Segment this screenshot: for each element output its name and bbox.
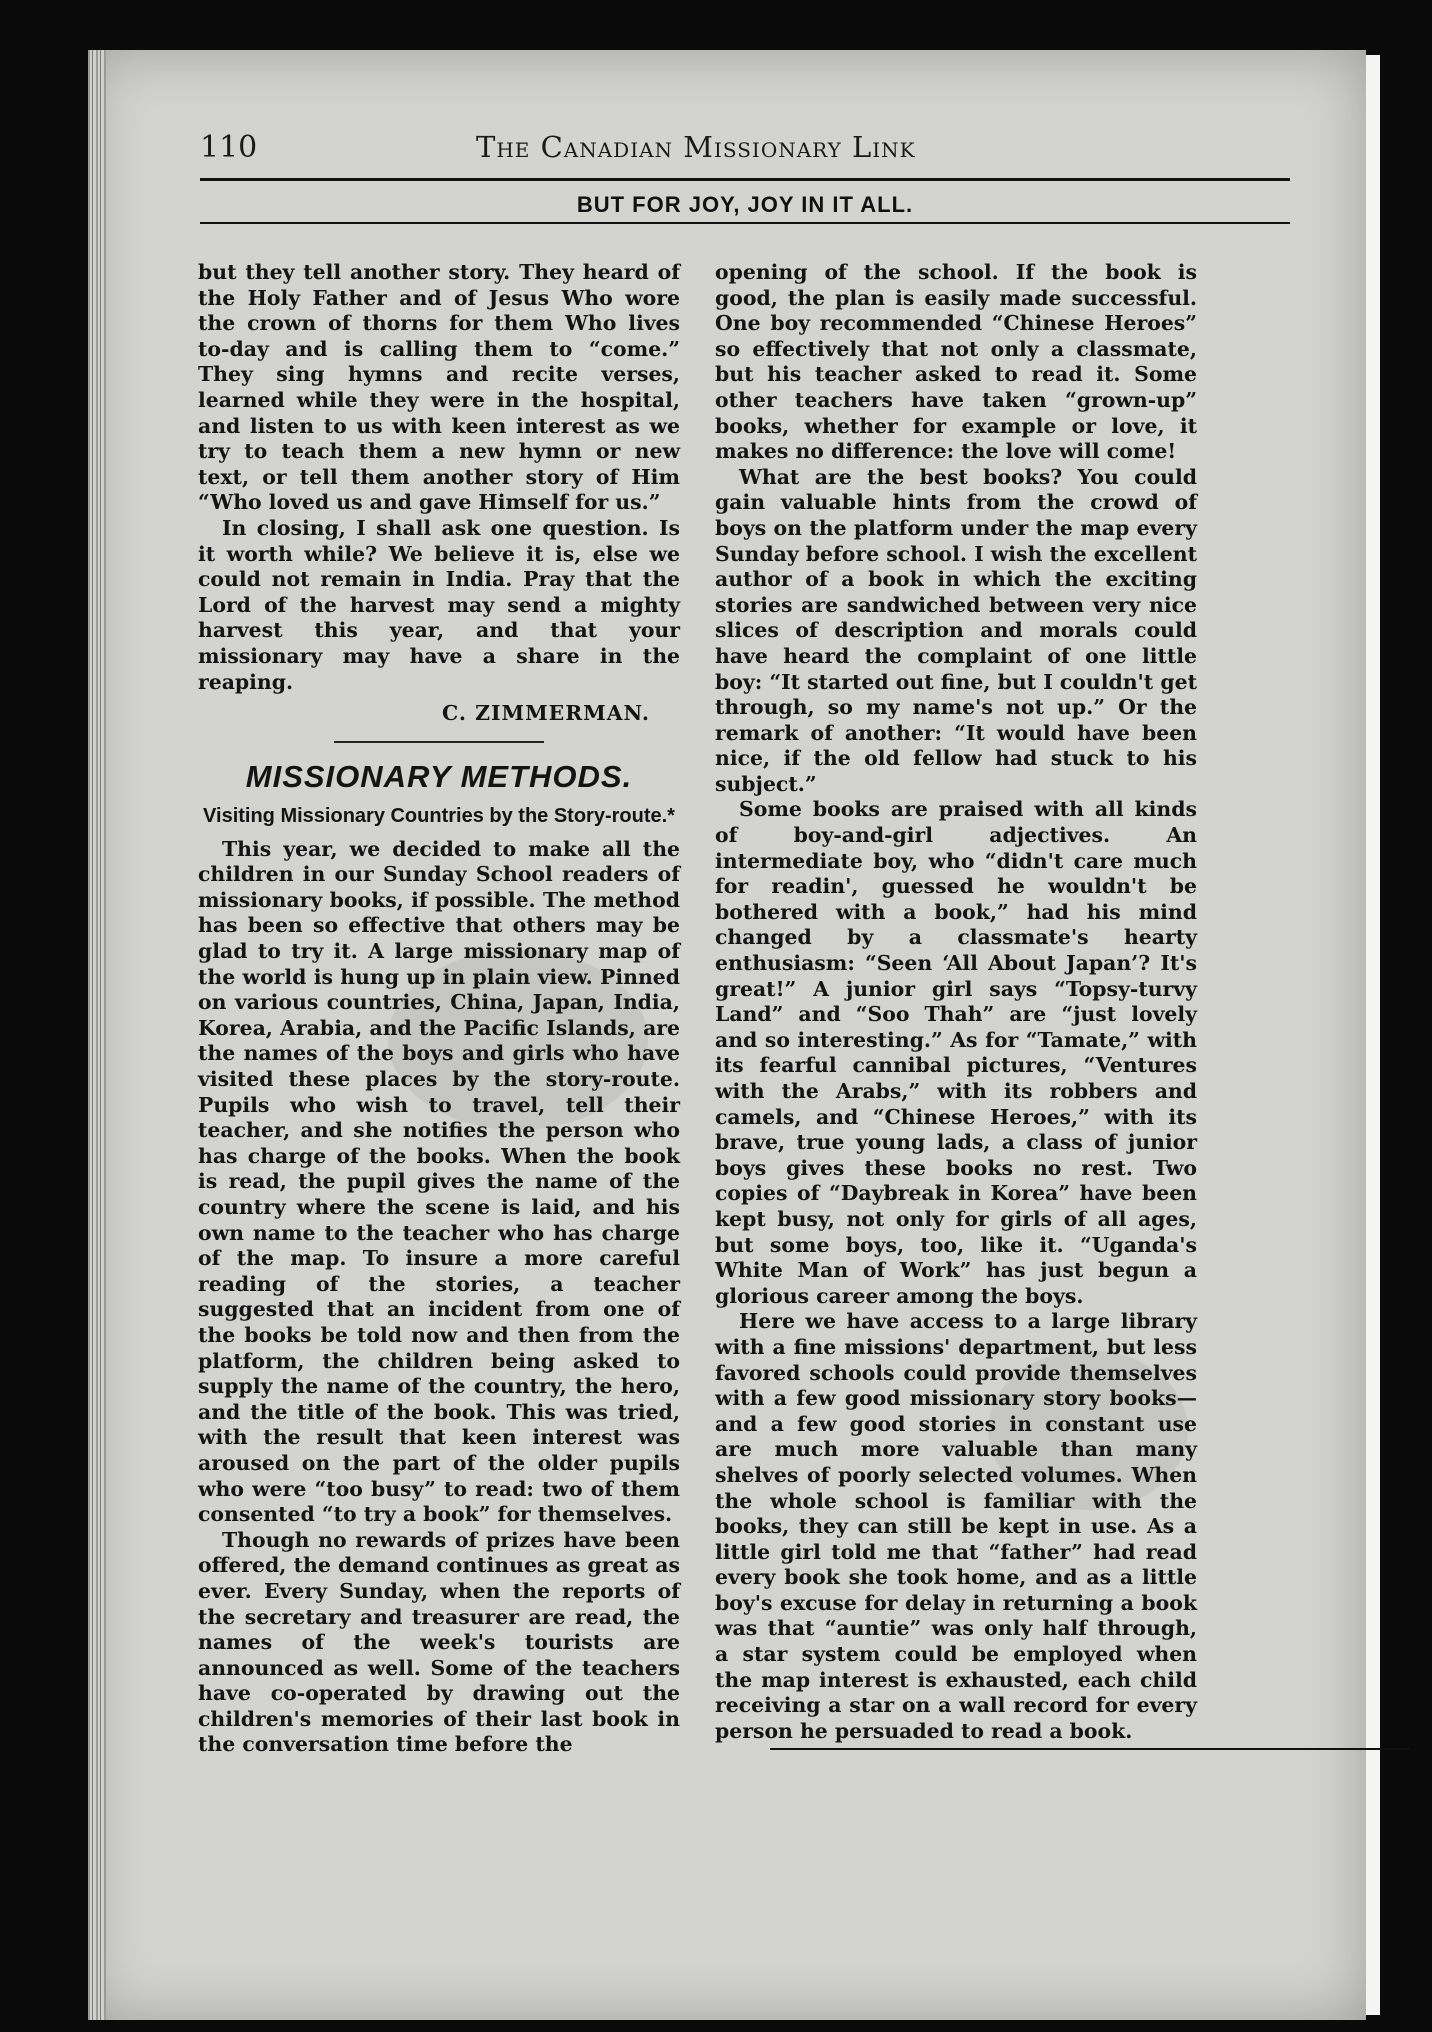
paragraph: What are the best books? You could gain valuable hints from the crowd of boys on the platform under the map every Sunday before school. I wish the excellent author of a book in which the exciting stories are sandwiched between very nice slices of description and morals could have heard the complaint of one little boy: “It started out fine, but I couldn't get through, so my name's not up.” Or the remark of another: “It would have been nice, if the old fellow had stuck to his subject.” [715, 464, 1197, 796]
author-signature: C. ZIMMERMAN. [442, 701, 650, 726]
banner-motto: BUT FOR JOY, JOY IN IT ALL. [576, 192, 914, 217]
section-divider [334, 741, 544, 743]
paragraph: In closing, I shall ask one question. Is it worth while? We believe it is, else we could not remain in India. Pray that the Lord of the harvest may send a mighty harvest this year, and that your missionary may have a share in the reaping. [198, 515, 680, 694]
binding-edge [88, 50, 106, 2020]
article-subtitle: Visiting Missionary Countries by the Story-route.* [203, 804, 675, 827]
paragraph: Here we have access to a large library with a fine missions' department, but less favored schools could provide themselves with a few good missionary story books—and a few good stories in constant use are much more valuable than many shelves of poorly selected volumes. When the whole school is familiar with the books, they can still be kept in use. As a little girl told me that “father” had read every book she took home, and as a little boy's excuse for delay in returning a book was that “auntie” was only half through, a star system could be employed when the map interest is exhausted, each child receiving a star on a wall record for every person he persuaded to read a book. [715, 1309, 1197, 1743]
journal-title: The Canadian Missionary Link [476, 130, 916, 164]
page-edge [1366, 55, 1380, 2015]
page-header [200, 130, 1290, 170]
right-column [715, 260, 1197, 1744]
paragraph: Some books are praised with all kinds of boy-and-girl adjectives. An intermediate boy, who “didn't care much for readin', guessed he wouldn't be bothered with a book,” had his mind changed by a classmate's hearty enthusiasm: “Seen ‘All About Japan’? It's great!” A junior girl says “Topsy-turvy Land” and “Soo Thah” are “just lovely and so interesting.” As for “Tamate,” with its fearful cannibal pictures, “Ventures with the Arabs,” with its robbers and camels, and “Chinese Heroes,” with its brave, true young lads, a class of junior boys gives these books no rest. Two copies of “Daybreak in Korea” have been kept busy, not only for girls of all ages, but some boys, too, like it. “Uganda's White Man of Work” has just begun a glorious career among the boys. [715, 797, 1197, 1308]
left-column [198, 260, 680, 1758]
scan-artifact-line [770, 1748, 1410, 1750]
page-number: 110 [200, 130, 258, 165]
banner-rule [200, 222, 1290, 224]
paragraph: This year, we decided to make all the children in our Sunday School readers of missionary books, if possible. The method has been so effective that others may be glad to try it. A large missionary map of the world is hung up in plain view. Pinned on various countries, China, Japan, India, Korea, Arabia, and the Pacific Islands, are the names of the boys and girls who have visited these places by the story-route. Pupils who wish to travel, tell their teacher, and she notifies the person who has charge of the books. When the book is read, the pupil gives the name of the country where the scene is laid, and his own name to the teacher who has charge of the map. To insure a more careful reading of the stories, a teacher suggested that an incident from one of the books be told now and then from the platform, the children being asked to supply the name of the country, the hero, and the title of the book. This was tried, with the result that keen interest was aroused on the part of the older pupils who were “too busy” to read: two of them consented “to try a book” for themselves. [198, 836, 680, 1527]
section-title: MISSIONARY METHODS. [245, 758, 633, 794]
paragraph: opening of the school. If the book is good, the plan is easily made successful. One boy recommended “Chinese Heroes” so effectively that not only a classmate, but his teacher asked to read it. Some other teachers have taken “grown-up” books, whether for example or love, it makes no difference: the love will come! [715, 260, 1197, 464]
paragraph: Though no rewards of prizes have been offered, the demand continues as great as ever. Every Sunday, when the reports of the secretary and treasurer are read, the names of the week's tourists are announced as well. Some of the teachers have co-operated by drawing out the children's memories of their last book in the conversation time before the [198, 1527, 680, 1757]
header-rule [200, 178, 1290, 181]
paragraph: but they tell another story. They heard of the Holy Father and of Jesus Who wore the crown of thorns for them Who lives to-day and is calling them to “come.” They sing hymns and recite verses, learned while they were in the hospital, and listen to us with keen interest as we try to teach them a new hymn or new text, or tell them another story of Him “Who loved us and gave Himself for us.” [198, 260, 680, 515]
